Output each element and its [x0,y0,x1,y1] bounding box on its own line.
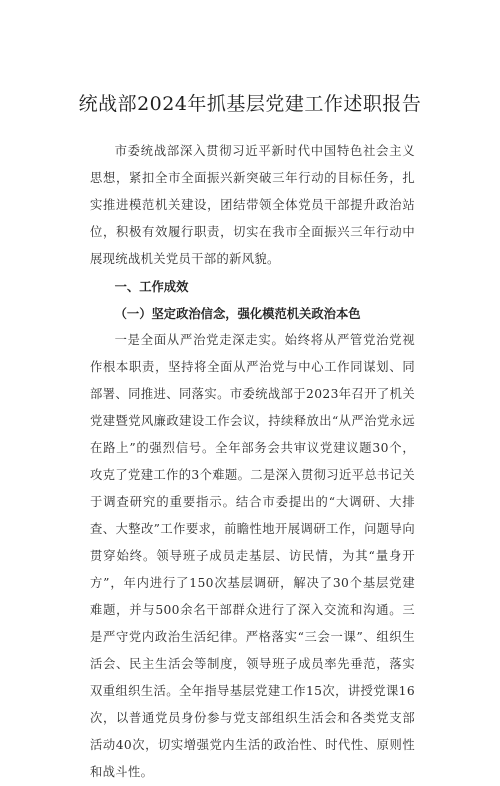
document-title: 统战部2024年抓基层党建工作述职报告 [78,93,422,115]
section-heading: 一、工作成效 [114,279,189,294]
document-body [90,138,415,786]
intro-paragraph: 市委统战部深入贯彻习近平新时代中国特色社会主义思想，紧扣全市全面振兴新突破三年行动的目标任务，扎实推进模范机关建设，团结带领全体党员干部提升政治站位，积极有效履行职责，切实在我市全面振兴三年行动中展现统战机关党员干部的新风貌。 [90,144,415,266]
subsection-paragraph: 一是全面从严治党走深走实。始终将从严管党治党视作根本职责，坚持将全面从严治党与中心工作同谋划、同部署、同推进、同落实。市委统战部于2023年召开了机关党建暨党风廉政建设工作会议，持续释放出“从严治党永远在路上”的强烈信号。全年部务会共审议党建议题30个，攻克了党建工作的3个难题。二是深入贯彻习近平总书记关于调查研究的重要指示。结合市委提出的“大调研、大排查、大整改”工作要求，前瞻性地开展调研工作，问题导向贯穿始终。领导班子成员走基层、访民情，为其“量身开方”，年内进行了150次基层调研，解决了30个基层党建难题，并与500余名干部群众进行了深入交流和沟通。三是严守党内政治生活纪律。严格落实“三会一课”、组织生活会、民主生活会等制度，领导班子成员率先垂范，落实双重组织生活。全年指导基层党建工作15次，讲授党课16次，以普通党员身份参与党支部组织生活会和各类党支部活动40次，切实增强党内生活的政治性、时代性、原则性和战斗性。 [90,333,415,779]
subsection-heading: （一）坚定政治信念，强化模范机关政治本色 [114,306,361,321]
